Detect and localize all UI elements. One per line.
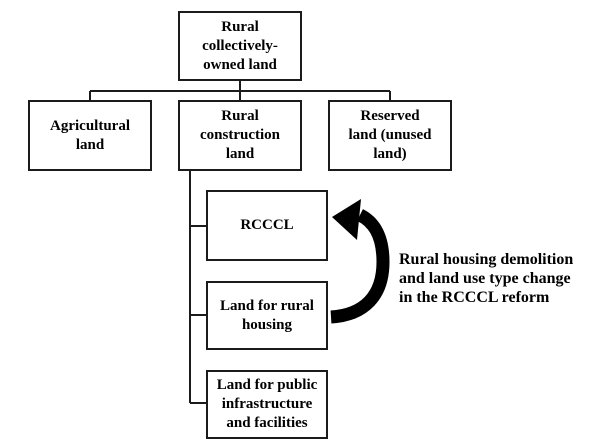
node-land-for-rural-housing (206, 281, 328, 350)
node-label-line: Land for public (216, 377, 318, 393)
node-label-line: housing (241, 316, 293, 333)
node-label-line: Land for rural (220, 297, 314, 314)
node-label-line: Agricultural (50, 117, 130, 134)
node-label-line: owned land (203, 56, 277, 73)
node-label-line: collectively- (202, 37, 278, 54)
node-label-line: land (225, 146, 255, 162)
annotation-line: and land use type change (399, 270, 571, 287)
node-label-line: Rural (221, 108, 259, 124)
node-label-line: Rural (221, 18, 259, 35)
node-land-for-public-infrastructure (206, 370, 328, 439)
arrow-annotation (399, 250, 599, 307)
node-label-line: land (unused (348, 127, 432, 143)
node-label-line: RCCCL (240, 217, 294, 233)
transformation-arrowhead-icon (332, 199, 361, 240)
node-label-line: land) (373, 146, 407, 162)
node-agricultural-land (28, 100, 152, 171)
node-label-line: and facilities (226, 415, 308, 431)
node-rcccl (206, 190, 328, 261)
annotation-line: Rural housing demolition (399, 251, 574, 268)
node-rural-collectively-owned-land (178, 11, 302, 81)
node-label-line: Reserved (360, 108, 420, 124)
annotation-line: in the RCCCL reform (399, 289, 550, 306)
node-label-line: land (75, 136, 105, 153)
node-label-line: construction (200, 127, 280, 143)
node-rural-construction-land (178, 100, 302, 171)
node-reserved-land (328, 100, 452, 171)
node-label-line: infrastructure (221, 396, 313, 412)
